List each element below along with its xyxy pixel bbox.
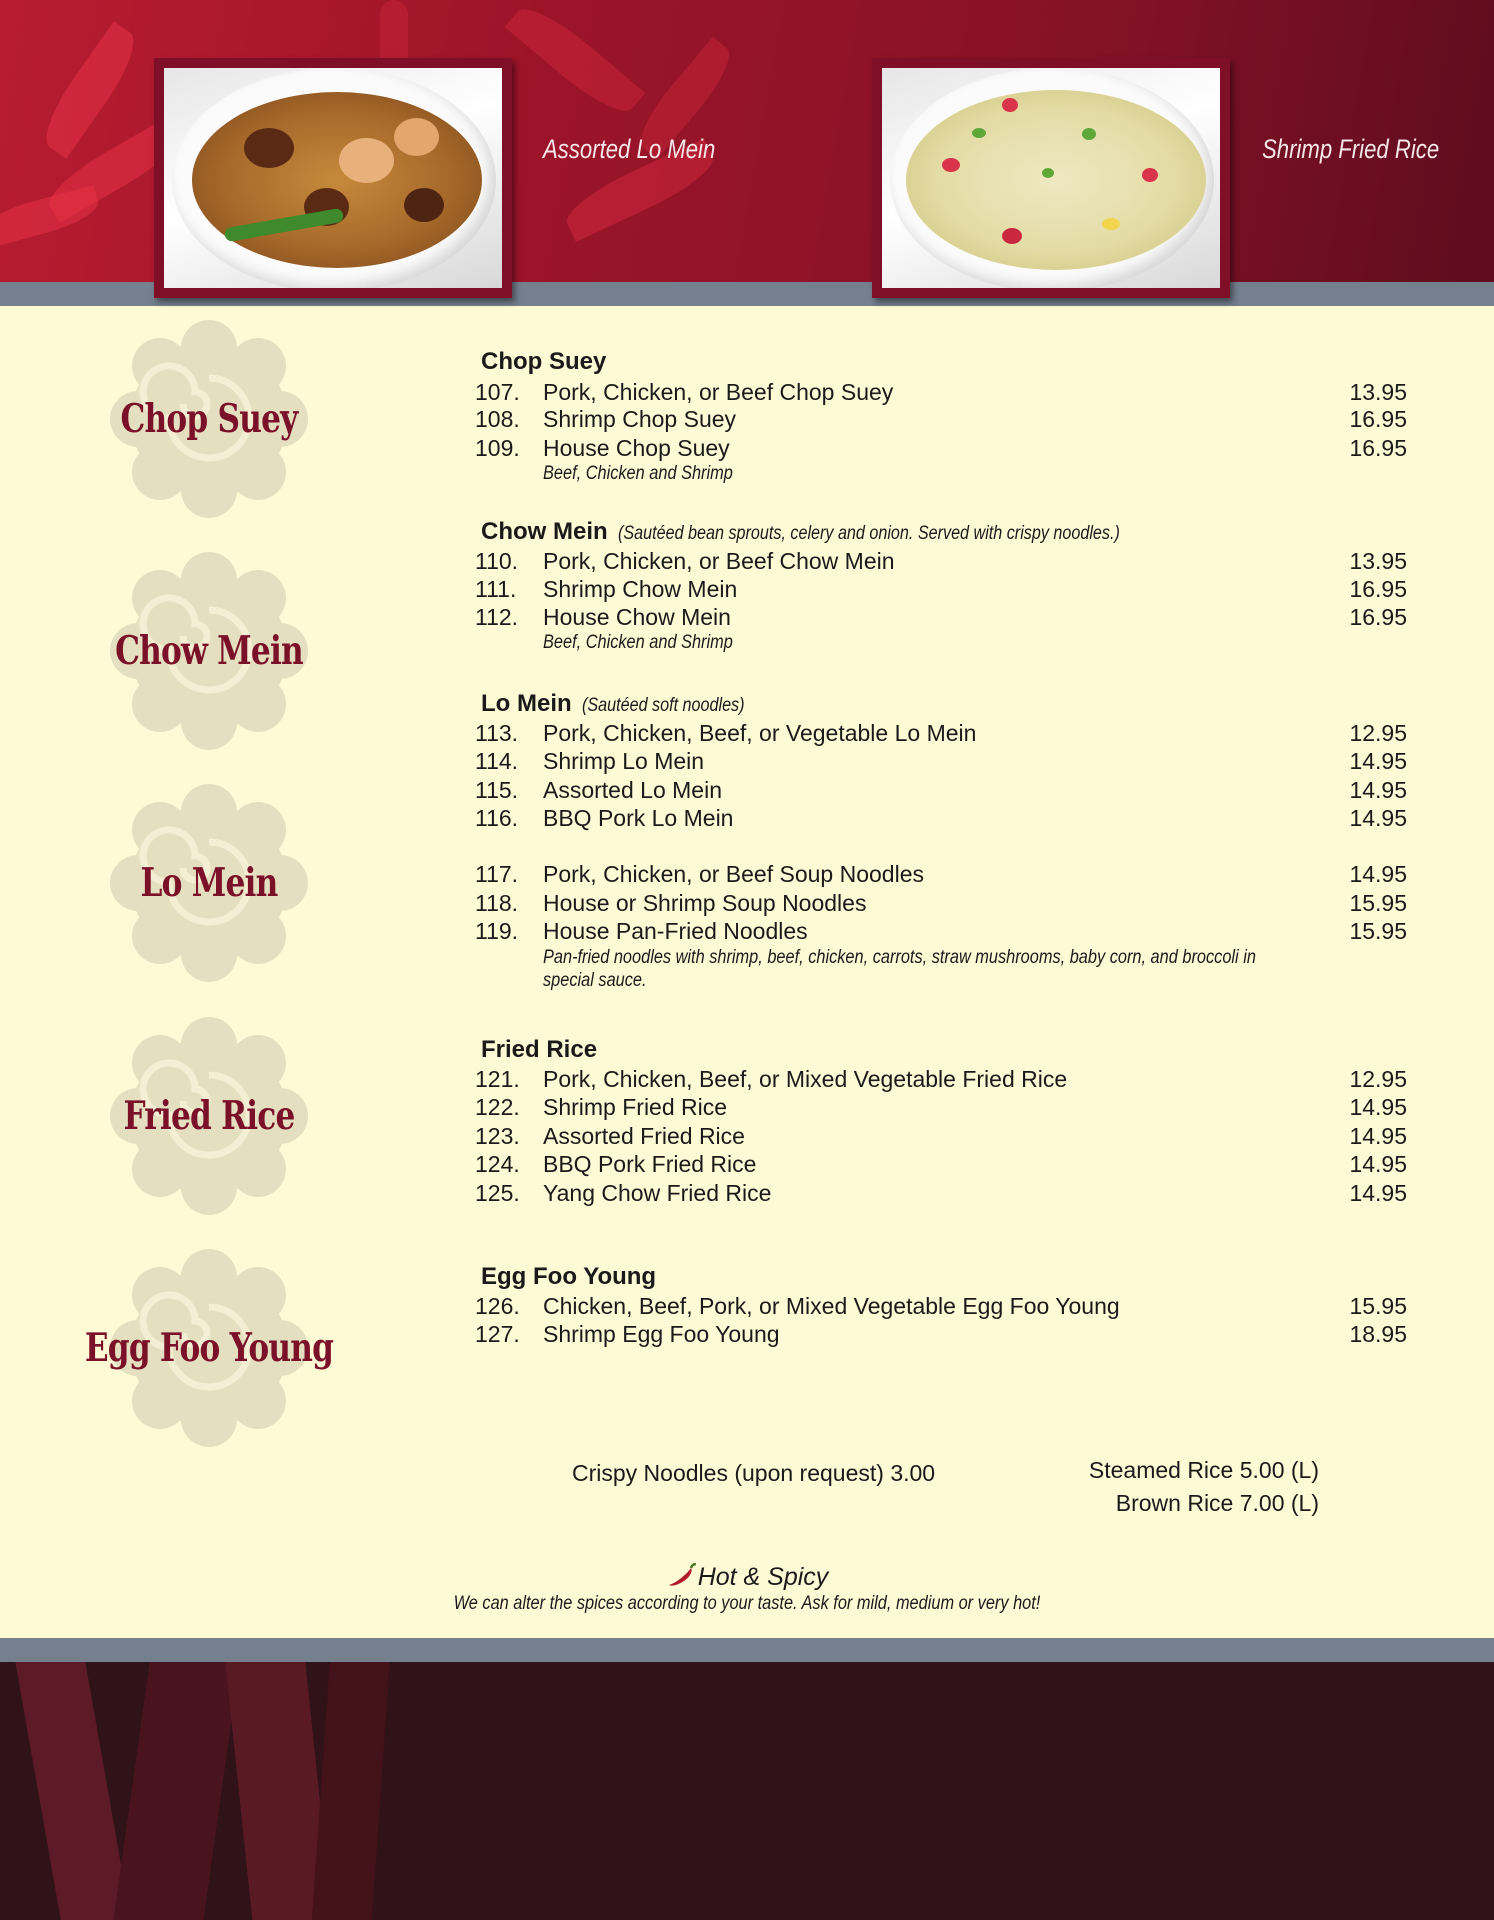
chili-pepper-icon bbox=[666, 1563, 698, 1589]
menu-item bbox=[475, 435, 1407, 463]
item-price: 16.95 bbox=[1349, 435, 1407, 461]
menu-item bbox=[475, 1151, 1407, 1179]
item-name: Shrimp Fried Rice bbox=[543, 1094, 728, 1120]
item-number: 122. bbox=[475, 1094, 520, 1120]
item-number: 121. bbox=[475, 1066, 520, 1092]
item-price: 16.95 bbox=[1349, 406, 1407, 432]
item-number: 111. bbox=[475, 576, 517, 602]
item-description: Pan-fried noodles with shrimp, beef, chicken, carrots, straw mushrooms, baby corn, and broccoli in special sauce. bbox=[543, 947, 1256, 991]
item-name: BBQ Pork Lo Mein bbox=[543, 805, 734, 831]
item-number: 119. bbox=[475, 918, 519, 944]
hot-spicy-note: We can alter the spices according to your taste. Ask for mild, medium or very hot! bbox=[453, 1593, 1041, 1614]
item-name: Pork, Chicken, Beef, or Mixed Vegetable Fried Rice bbox=[543, 1066, 1068, 1092]
menu-item bbox=[475, 576, 1407, 604]
medallion-egg-foo-young bbox=[84, 1247, 334, 1449]
menu-item bbox=[475, 406, 1407, 434]
item-price: 16.95 bbox=[1349, 576, 1407, 602]
item-name: Assorted Fried Rice bbox=[543, 1123, 745, 1149]
item-number: 107. bbox=[475, 379, 520, 405]
medallion-chow-mein bbox=[108, 550, 310, 752]
section-title-egg-foo-young: Egg Foo Young bbox=[481, 1263, 657, 1290]
item-name: BBQ Pork Fried Rice bbox=[543, 1151, 757, 1177]
item-number: 116. bbox=[475, 805, 519, 831]
item-price: 15.95 bbox=[1349, 890, 1407, 916]
fried-rice-photo bbox=[872, 58, 1230, 298]
menu-item bbox=[475, 1123, 1407, 1151]
medallion-lo-mein bbox=[108, 782, 310, 984]
item-price: 14.95 bbox=[1349, 1180, 1407, 1206]
item-number: 114. bbox=[475, 748, 519, 774]
item-name: Assorted Lo Mein bbox=[543, 777, 722, 803]
item-name: Shrimp Chop Suey bbox=[543, 406, 737, 432]
hot-spicy-title bbox=[0, 1563, 1494, 1592]
item-name: House or Shrimp Soup Noodles bbox=[543, 890, 867, 916]
item-name: Shrimp Egg Foo Young bbox=[543, 1321, 780, 1347]
item-description: Beef, Chicken and Shrimp bbox=[543, 632, 733, 653]
medallion-label: Lo Mein bbox=[140, 860, 278, 906]
menu-item bbox=[475, 890, 1407, 918]
item-price: 14.95 bbox=[1349, 748, 1407, 774]
section-title-chow-mein bbox=[481, 518, 1208, 546]
item-name: Pork, Chicken, or Beef Chow Mein bbox=[543, 548, 895, 574]
menu-item bbox=[475, 1094, 1407, 1122]
menu-item bbox=[475, 604, 1407, 632]
item-number: 126. bbox=[475, 1293, 520, 1319]
item-price: 14.95 bbox=[1349, 777, 1407, 803]
bamboo-stalk-decoration bbox=[110, 1662, 239, 1920]
bamboo-leaf-decoration bbox=[505, 0, 646, 124]
hot-spicy-label: Hot & Spicy bbox=[697, 1563, 829, 1591]
item-name: Pork, Chicken, Beef, or Vegetable Lo Mein bbox=[543, 720, 977, 746]
footer-divider-band bbox=[0, 1638, 1494, 1662]
photo-caption-fried-rice: Shrimp Fried Rice bbox=[1262, 134, 1440, 164]
menu-item bbox=[475, 777, 1407, 805]
menu-item bbox=[475, 1066, 1407, 1094]
item-number: 115. bbox=[475, 777, 519, 803]
section-note: (Sautéed soft noodles) bbox=[581, 695, 745, 716]
menu-item bbox=[475, 748, 1407, 776]
item-number: 108. bbox=[475, 406, 520, 432]
footer-decoration bbox=[0, 1662, 1494, 1920]
section-title-fried-rice: Fried Rice bbox=[481, 1036, 598, 1063]
item-price: 13.95 bbox=[1349, 379, 1407, 405]
menu-item bbox=[475, 720, 1407, 748]
item-price: 14.95 bbox=[1349, 861, 1407, 887]
item-name: Chicken, Beef, Pork, or Mixed Vegetable Egg Foo Young bbox=[543, 1293, 1120, 1319]
item-price: 14.95 bbox=[1349, 1123, 1407, 1149]
section-title-chop-suey: Chop Suey bbox=[481, 348, 607, 375]
item-name: Shrimp Chow Mein bbox=[543, 576, 738, 602]
item-number: 112. bbox=[475, 604, 519, 630]
menu-item bbox=[475, 548, 1407, 576]
medallion-label: Chow Mein bbox=[115, 628, 303, 674]
medallion-chop-suey bbox=[108, 318, 310, 520]
item-price: 14.95 bbox=[1349, 1094, 1407, 1120]
item-name: Pork, Chicken, or Beef Soup Noodles bbox=[543, 861, 924, 887]
item-number: 125. bbox=[475, 1180, 520, 1206]
medallion-label: Fried Rice bbox=[123, 1093, 295, 1139]
menu-item bbox=[475, 805, 1407, 833]
item-price: 14.95 bbox=[1349, 1151, 1407, 1177]
item-number: 123. bbox=[475, 1123, 520, 1149]
lo-mein-photo bbox=[154, 58, 512, 298]
item-number: 124. bbox=[475, 1151, 520, 1177]
item-name: Yang Chow Fried Rice bbox=[543, 1180, 772, 1206]
item-name: House Pan-Fried Noodles bbox=[543, 918, 808, 944]
medallion-fried-rice bbox=[108, 1015, 310, 1217]
item-price: 13.95 bbox=[1349, 548, 1407, 574]
item-number: 110. bbox=[475, 548, 519, 574]
section-title-lo-mein bbox=[481, 690, 773, 718]
item-price: 12.95 bbox=[1349, 1066, 1407, 1092]
medallion-label: Egg Foo Young bbox=[84, 1325, 334, 1371]
item-name: House Chop Suey bbox=[543, 435, 730, 461]
section-note: (Sautéed bean sprouts, celery and onion. Served with crispy noodles.) bbox=[617, 523, 1120, 544]
menu-item bbox=[475, 861, 1407, 889]
item-price: 14.95 bbox=[1349, 805, 1407, 831]
menu-item bbox=[475, 1293, 1407, 1321]
section-title-text: Lo Mein bbox=[481, 690, 572, 717]
menu-item bbox=[475, 379, 1407, 407]
item-name: House Chow Mein bbox=[543, 604, 731, 630]
item-name: Pork, Chicken, or Beef Chop Suey bbox=[543, 379, 894, 405]
menu-item bbox=[475, 1321, 1407, 1349]
medallion-label: Chop Suey bbox=[120, 396, 298, 442]
menu-item bbox=[475, 1180, 1407, 1208]
item-name: Shrimp Lo Mein bbox=[543, 748, 705, 774]
item-price: 15.95 bbox=[1349, 918, 1407, 944]
item-price: 12.95 bbox=[1349, 720, 1407, 746]
bamboo-stalk-decoration bbox=[15, 1662, 134, 1920]
brown-rice-price: Brown Rice 7.00 (L) bbox=[1115, 1490, 1319, 1516]
bamboo-stalk-decoration bbox=[310, 1662, 390, 1920]
crispy-noodles-note: Crispy Noodles (upon request) 3.00 bbox=[572, 1460, 936, 1486]
section-title-text: Chow Mein bbox=[481, 518, 608, 545]
steamed-rice-price: Steamed Rice 5.00 (L) bbox=[1088, 1457, 1319, 1483]
menu-item bbox=[475, 918, 1407, 946]
item-number: 127. bbox=[475, 1321, 520, 1347]
item-number: 118. bbox=[475, 890, 519, 916]
item-number: 109. bbox=[475, 435, 520, 461]
item-number: 117. bbox=[475, 861, 519, 887]
item-price: 18.95 bbox=[1349, 1321, 1407, 1347]
item-description: Beef, Chicken and Shrimp bbox=[543, 463, 733, 484]
photo-caption-lo-mein: Assorted Lo Mein bbox=[543, 134, 716, 164]
item-price: 15.95 bbox=[1349, 1293, 1407, 1319]
item-number: 113. bbox=[475, 720, 519, 746]
item-price: 16.95 bbox=[1349, 604, 1407, 630]
